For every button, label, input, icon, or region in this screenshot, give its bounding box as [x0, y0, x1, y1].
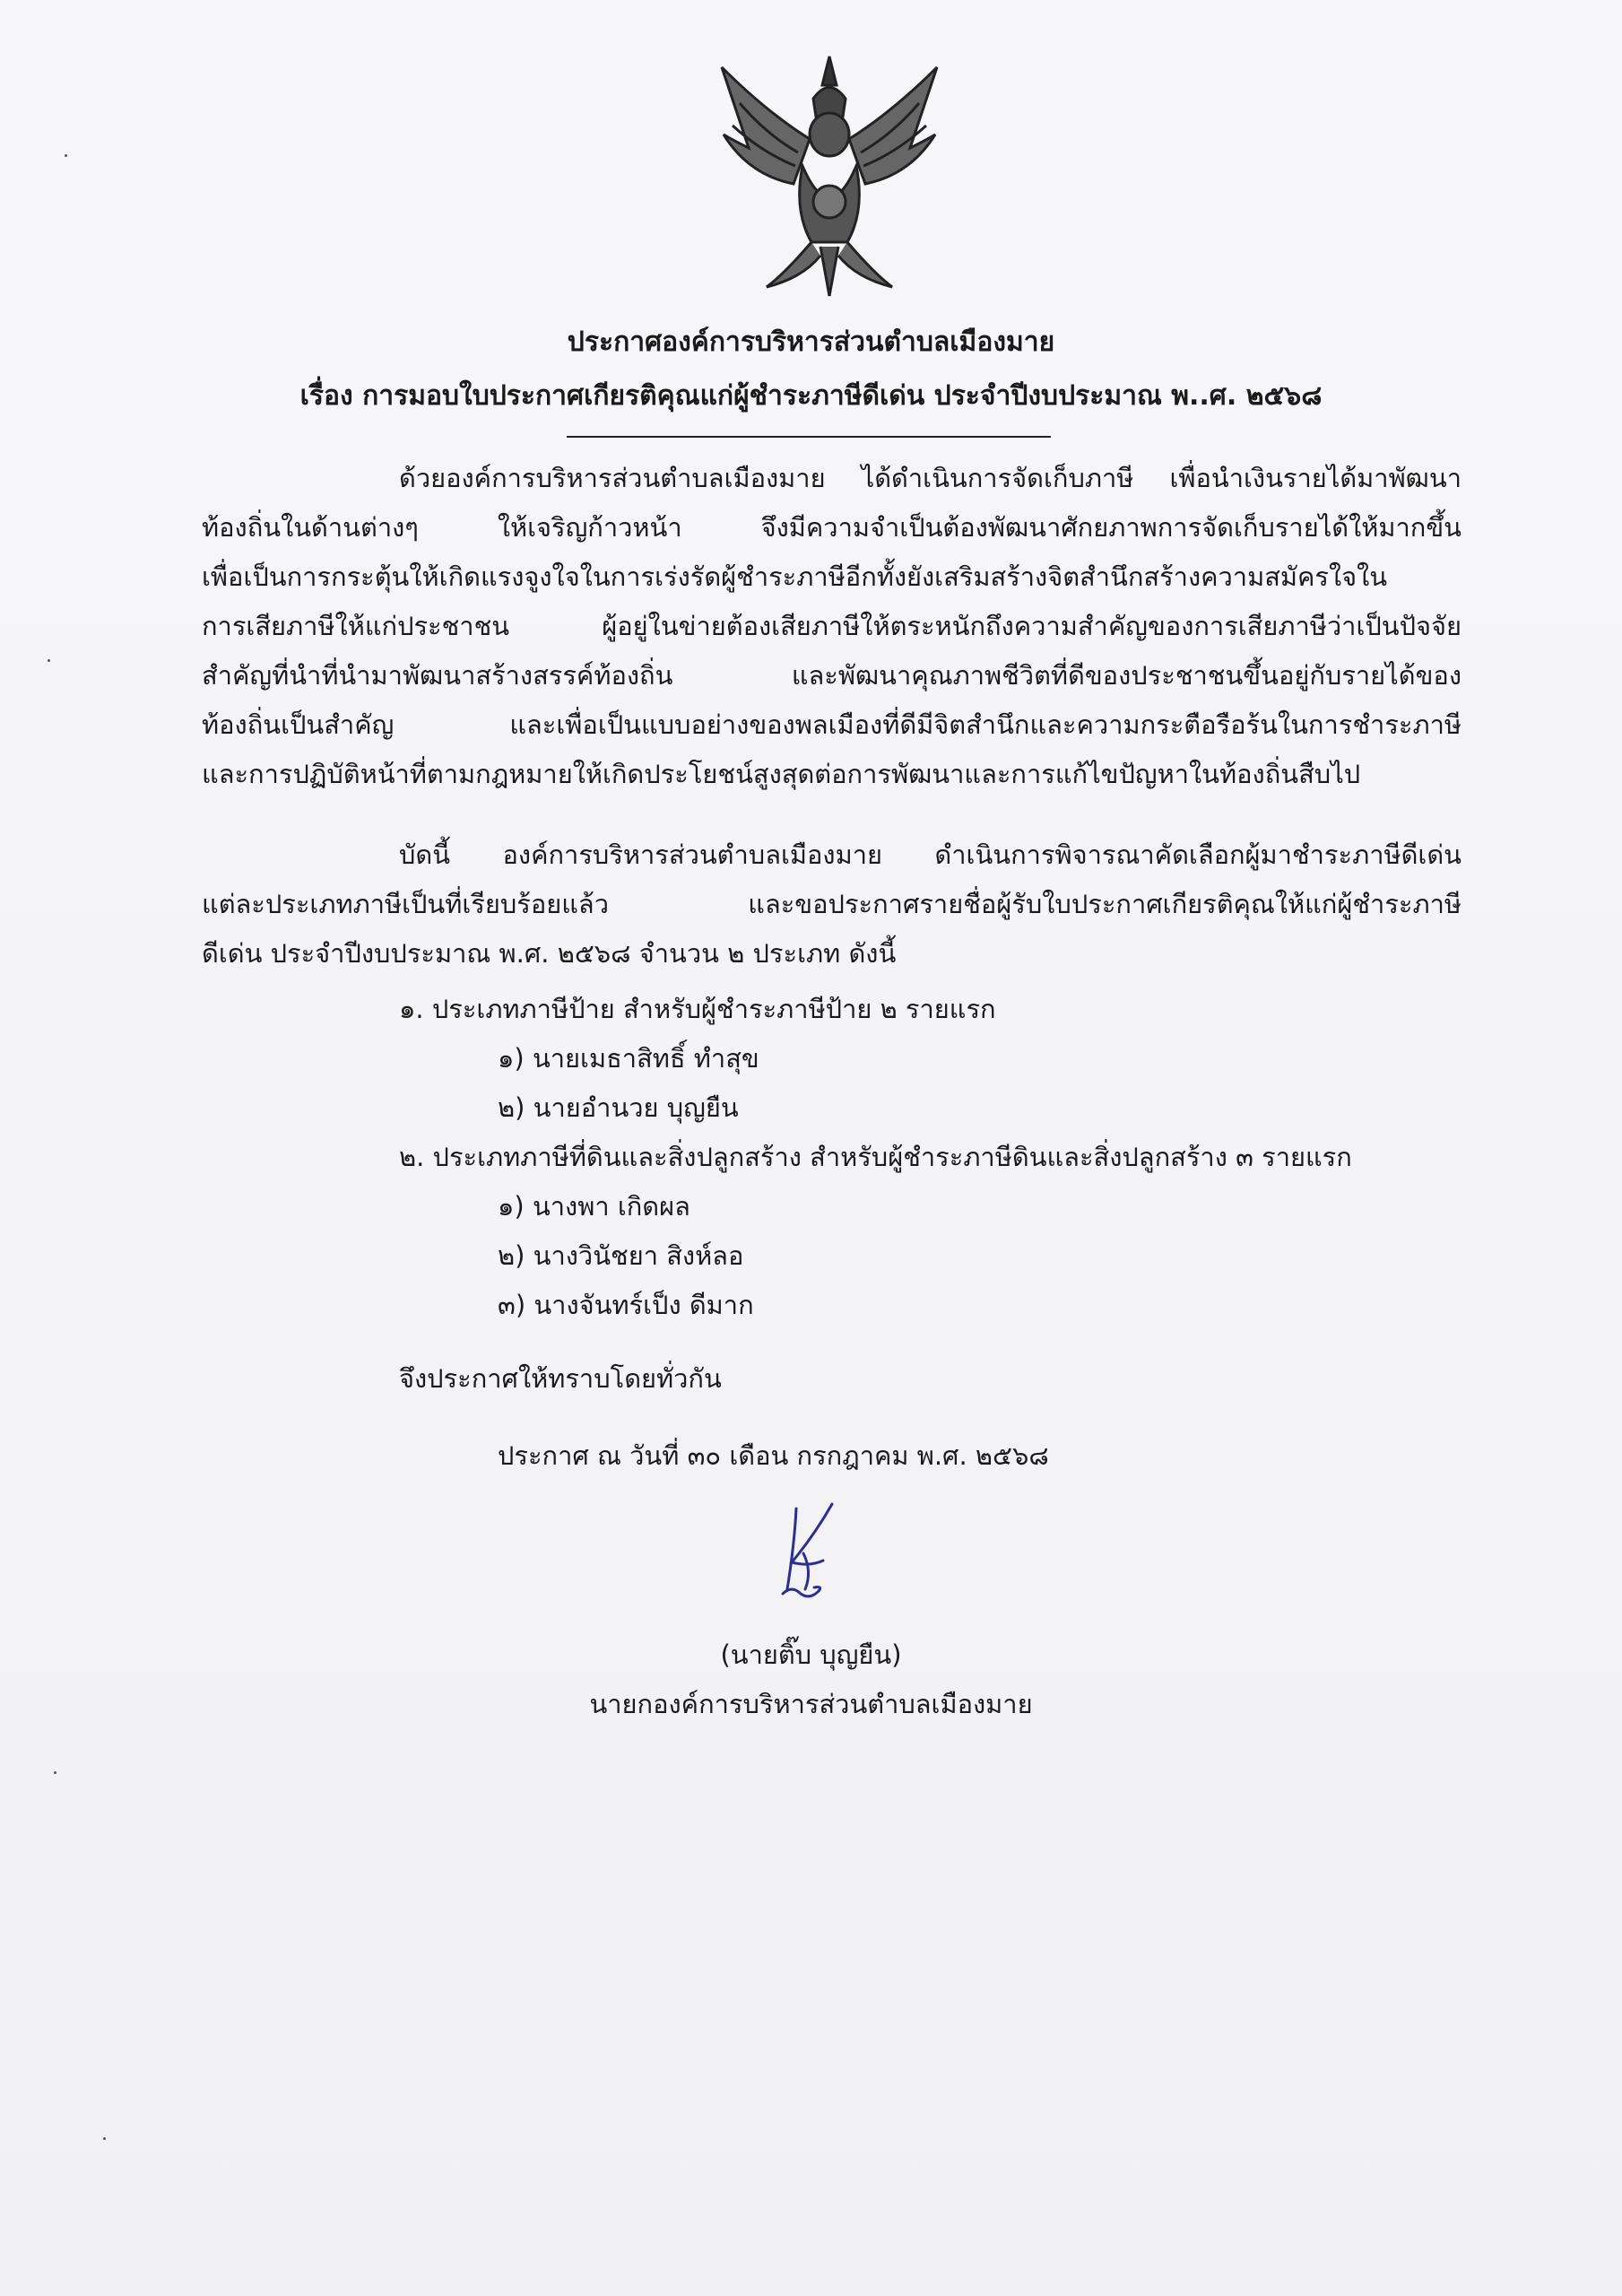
announcement-subject: เรื่อง การมอบใบประกาศเกียรติคุณแก่ผู้ชำระภาษีดีเด่น ประจำปีงบประมาณ พ..ศ. ๒๕๖๘ [299, 380, 1323, 412]
category-heading: ๑. ประเภทภาษีป้าย สำหรับผู้ชำระภาษีป้าย ๒ รายแรก [399, 994, 996, 1024]
awardee-name: ๓) นางจันทร์เป็ง ดีมาก [498, 1290, 754, 1320]
signatory-position: นายกองค์การบริหารส่วนตำบลเมืองมาย [589, 1689, 1033, 1719]
closing-statement: จึงประกาศให้ทราบโดยทั่วกัน [399, 1363, 722, 1394]
para1-line: ท้องถิ่นเป็นสำคัญ และเพื่อเป็นแบบอย่างของพลเมืองที่ดีมีจิตสำนึกและความกระตือรือร้นในการชำระภาษี [202, 709, 1462, 740]
scan-speck [103, 2137, 106, 2140]
para1-line: สำคัญที่นำที่นำมาพัฒนาสร้างสรรค์ท้องถิ่น และพัฒนาคุณภาพชีวิตที่ดีของประชาชนขึ้นอยู่กับรายได้ของ [202, 660, 1462, 691]
scan-speck [65, 154, 67, 157]
awardee-name: ๑) นายเมธาสิทธิ์ ทำสุข [498, 1043, 759, 1074]
awardee-name: ๒) นางวินัชยา สิงห์ลอ [498, 1240, 744, 1271]
para1-line: และการปฏิบัติหน้าที่ตามกฎหมายให้เกิดประโยชน์สูงสุดต่อการพัฒนาและการแก้ไขปัญหาในท้องถิ่นสืบไป [202, 759, 1361, 789]
para1-line: การเสียภาษีให้แก่ประชาชน ผู้อยู่ในข่ายต้องเสียภาษีให้ตระหนักถึงความสำคัญของการเสียภาษีว่าเป็นปัจจัย [202, 611, 1462, 641]
para1-line: ด้วยองค์การบริหารส่วนตำบลเมืองมาย ได้ดำเนินการจัดเก็บภาษี เพื่อนำเงินรายได้มาพัฒนา [399, 463, 1462, 493]
category-heading: ๒. ประเภทภาษีที่ดินและสิ่งปลูกสร้าง สำหรับผู้ชำระภาษีดินและสิ่งปลูกสร้าง ๓ รายแรก [399, 1142, 1352, 1172]
awardee-name: ๒) นายอำนวย บุญยืน [498, 1092, 739, 1123]
para2-line: ดีเด่น ประจำปีงบประมาณ พ.ศ. ๒๕๖๘ จำนวน ๒ ประเภท ดังนี้ [202, 938, 897, 969]
para2-line: บัดนี้ องค์การบริหารส่วนตำบลเมืองมาย ดำเนินการพิจารณาคัดเลือกผู้มาชำระภาษีดีเด่น [399, 839, 1462, 870]
signatory-name: (นายติ๊บ บุญยืน) [720, 1639, 902, 1670]
garuda-emblem-icon [713, 49, 946, 305]
signature-icon [769, 1500, 850, 1607]
scan-speck [48, 659, 50, 662]
title-underline [567, 436, 1051, 438]
announcement-date: ประกาศ ณ วันที่ ๓๐ เดือน กรกฎาคม พ.ศ. ๒๕๖๘ [498, 1440, 1049, 1471]
para1-line: ท้องถิ่นในด้านต่างๆ ให้เจริญก้าวหน้า จึงมีความจำเป็นต้องพัฒนาศักยภาพการจัดเก็บรายได้ให้มากขึ้น [202, 512, 1462, 543]
para2-line: แต่ละประเภทภาษีเป็นที่เรียบร้อยแล้ว และขอประกาศรายชื่อผู้รับใบประกาศเกียรติคุณให้แก่ผู้ชำระภาษี [202, 889, 1462, 919]
announcement-title: ประกาศองค์การบริหารส่วนตำบลเมืองมาย [567, 326, 1055, 358]
scan-speck [54, 1771, 56, 1774]
awardee-name: ๑) นางพา เกิดผล [498, 1191, 690, 1222]
para1-line: เพื่อเป็นการกระตุ้นให้เกิดแรงจูงใจในการเร่งรัดผู้ชำระภาษีอีกทั้งยังเสริมสร้างจิตสำนึกสร้างความสมัครใจใน [202, 561, 1388, 592]
